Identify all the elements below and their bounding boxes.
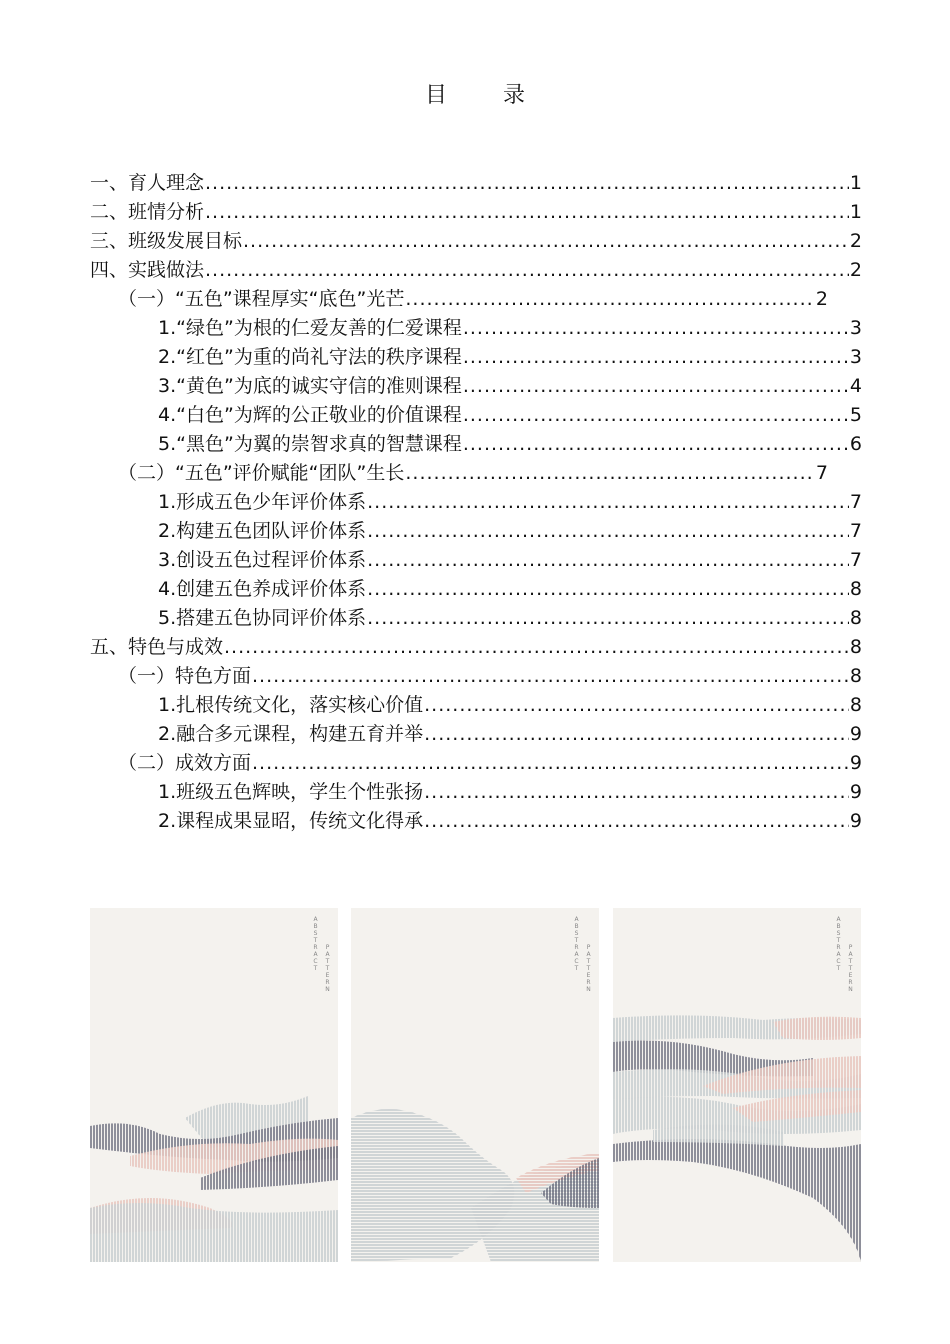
toc-page-number: 2: [849, 259, 862, 281]
toc-leader-dots: [205, 201, 849, 223]
toc-entry-title: 2.“红色”为重的尚礼守法的秩序课程: [158, 346, 462, 368]
art-label-abstract: ABSTRACT: [573, 916, 580, 972]
toc-leader-dots: [424, 781, 849, 803]
toc-entry-title: 三、班级发展目标: [90, 230, 243, 252]
toc-leader-dots: [405, 462, 815, 484]
art-label-abstract: ABSTRACT: [835, 916, 842, 972]
toc-entry[interactable]: [90, 168, 862, 197]
toc-entry[interactable]: [90, 545, 862, 574]
toc-entry-title: 1.班级五色辉映，学生个性张扬: [158, 781, 424, 803]
toc-leader-dots: [463, 317, 849, 339]
toc-leader-dots: [252, 752, 849, 774]
table-of-contents: [90, 168, 862, 835]
toc-leader-dots: [367, 520, 849, 542]
toc-page-number: 4: [849, 375, 862, 397]
toc-entry[interactable]: [90, 748, 862, 777]
toc-entry-title: 4.“白色”为辉的公正敬业的价值课程: [158, 404, 462, 426]
toc-entry-title: 二、班情分析: [90, 201, 205, 223]
toc-entry[interactable]: [90, 777, 862, 806]
toc-entry-title: （一）特色方面: [118, 665, 252, 687]
toc-page-number: 9: [849, 810, 862, 832]
page-title: [0, 78, 950, 109]
title-char-1: 目: [424, 83, 447, 108]
toc-leader-dots: [463, 346, 849, 368]
art-label-pattern: PATTERN: [324, 944, 331, 993]
toc-leader-dots: [463, 404, 849, 426]
toc-entry[interactable]: [90, 690, 862, 719]
art-label-pattern: PATTERN: [847, 944, 854, 993]
toc-page-number: 7: [849, 520, 862, 542]
toc-entry[interactable]: [90, 632, 862, 661]
toc-entry[interactable]: [90, 661, 862, 690]
toc-entry-title: 2.融合多元课程，构建五育并举: [158, 723, 424, 745]
toc-leader-dots: [367, 607, 849, 629]
toc-entry-title: （二）“五色”评价赋能“团队”生长: [118, 462, 405, 484]
toc-entry[interactable]: [90, 226, 862, 255]
toc-page-number: 8: [849, 578, 862, 600]
art-panel-2: [351, 908, 599, 1262]
toc-entry-title: 5.“黑色”为翼的崇智求真的智慧课程: [158, 433, 462, 455]
art-panel-3: [613, 908, 861, 1262]
toc-page-number: 2: [849, 230, 862, 252]
toc-page-number: 3: [849, 346, 862, 368]
toc-leader-dots: [367, 549, 849, 571]
toc-page-number: 8: [849, 694, 862, 716]
toc-entry[interactable]: [90, 197, 862, 226]
mountain-illustration-2: [351, 908, 599, 1262]
toc-page-number: 9: [849, 752, 862, 774]
toc-entry-title: 四、实践做法: [90, 259, 205, 281]
art-label-pattern: PATTERN: [585, 944, 592, 993]
toc-leader-dots: [252, 665, 849, 687]
toc-page-number: 7: [815, 462, 828, 484]
toc-page-number: 7: [849, 549, 862, 571]
toc-page-number: 2: [815, 288, 828, 310]
toc-entry-title: 4.创建五色养成评价体系: [158, 578, 367, 600]
toc-entry[interactable]: [90, 719, 862, 748]
toc-page-number: 1: [849, 172, 862, 194]
toc-entry[interactable]: [90, 400, 862, 429]
abstract-art-panels: [90, 908, 862, 1262]
toc-leader-dots: [224, 636, 849, 658]
toc-leader-dots: [424, 694, 849, 716]
toc-leader-dots: [463, 375, 849, 397]
toc-page-number: 5: [849, 404, 862, 426]
toc-entry[interactable]: [90, 371, 862, 400]
toc-entry-title: （二）成效方面: [118, 752, 252, 774]
toc-entry-title: （一）“五色”课程厚实“底色”光芒: [118, 288, 405, 310]
toc-entry[interactable]: [90, 255, 862, 284]
art-label-abstract: ABSTRACT: [312, 916, 319, 972]
toc-leader-dots: [405, 288, 815, 310]
toc-entry[interactable]: [90, 284, 828, 313]
art-panel-1: [90, 908, 338, 1262]
toc-entry-title: 2.课程成果显昭，传统文化得承: [158, 810, 424, 832]
toc-leader-dots: [424, 723, 849, 745]
toc-entry-title: 2.构建五色团队评价体系: [158, 520, 367, 542]
toc-entry[interactable]: [90, 487, 862, 516]
toc-entry[interactable]: [90, 603, 862, 632]
toc-entry-title: 1.扎根传统文化，落实核心价值: [158, 694, 424, 716]
toc-entry[interactable]: [90, 313, 862, 342]
toc-page-number: 8: [849, 665, 862, 687]
toc-page-number: 8: [849, 607, 862, 629]
toc-entry-title: 一、育人理念: [90, 172, 205, 194]
toc-page-number: 9: [849, 723, 862, 745]
toc-entry-title: 五、特色与成效: [90, 636, 224, 658]
toc-leader-dots: [367, 578, 849, 600]
toc-entry[interactable]: [90, 574, 862, 603]
toc-entry-title: 5.搭建五色协同评价体系: [158, 607, 367, 629]
toc-leader-dots: [205, 172, 849, 194]
mountain-illustration-1: [90, 908, 338, 1262]
toc-leader-dots: [205, 259, 849, 281]
title-char-2: 录: [503, 83, 526, 108]
toc-leader-dots: [367, 491, 849, 513]
toc-page-number: 9: [849, 781, 862, 803]
toc-entry[interactable]: [90, 516, 862, 545]
toc-entry[interactable]: [90, 458, 828, 487]
toc-entry-title: 1.形成五色少年评价体系: [158, 491, 367, 513]
toc-leader-dots: [424, 810, 849, 832]
toc-entry[interactable]: [90, 429, 862, 458]
toc-leader-dots: [463, 433, 849, 455]
toc-entry-title: 1.“绿色”为根的仁爱友善的仁爱课程: [158, 317, 462, 339]
toc-page-number: 1: [849, 201, 862, 223]
toc-entry[interactable]: [90, 806, 862, 835]
toc-page-number: 7: [849, 491, 862, 513]
toc-page-number: 3: [849, 317, 862, 339]
toc-entry-title: 3.“黄色”为底的诚实守信的准则课程: [158, 375, 462, 397]
toc-leader-dots: [243, 230, 849, 252]
toc-page-number: 8: [849, 636, 862, 658]
toc-entry-title: 3.创设五色过程评价体系: [158, 549, 367, 571]
mountain-illustration-3: [613, 908, 861, 1262]
toc-entry[interactable]: [90, 342, 862, 371]
toc-page-number: 6: [849, 433, 862, 455]
